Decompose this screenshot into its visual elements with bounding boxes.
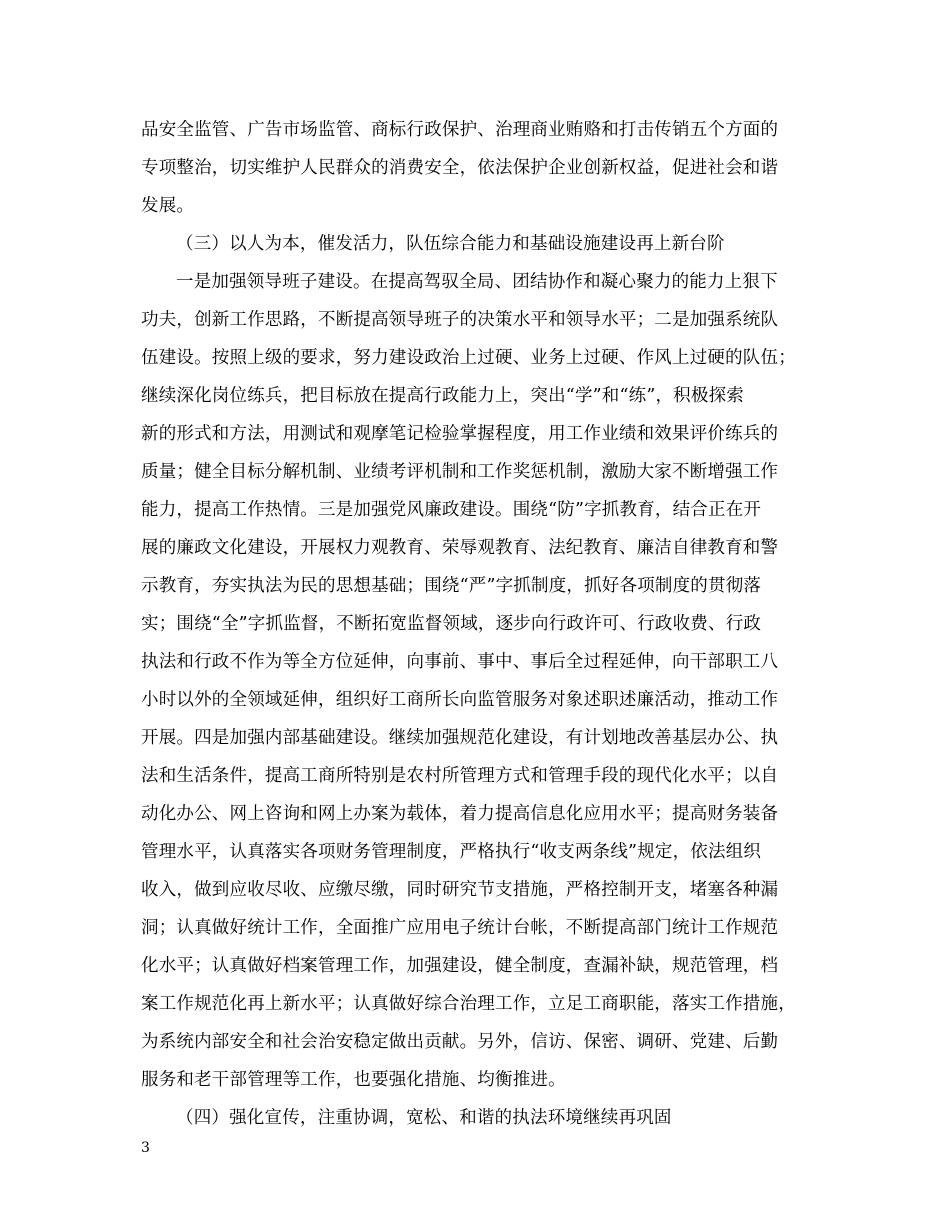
body-text-line: 伍建设。按照上级的要求，努力建设政治上过硬、业务上过硬、作风上过硬的队伍； (141, 348, 796, 368)
body-text-line: 收入，做到应收尽收、应缴尽缴，同时研究节支措施，严格控制开支，堵塞各种漏 (141, 880, 779, 900)
body-text-line: 小时以外的全领域延伸，组织好工商所长向监管服务对象述职述廉活动，推动工作 (141, 690, 779, 710)
body-text-line: 开展。四是加强内部基础建设。继续加强规范化建设，有计划地改善基层办公、执 (141, 728, 779, 748)
body-text-line: 质量；健全目标分解机制、业绩考评机制和工作奖惩机制，激励大家不断增强工作 (141, 462, 779, 482)
body-text-line: 品安全监管、广告市场监管、商标行政保护、治理商业贿赂和打击传销五个方面的 (141, 120, 779, 140)
body-text-line: 实；围绕“全”字抓监督，不断拓宽监督领域，逐步向行政许可、行政收费、行政 (141, 614, 762, 634)
body-text-line: 展的廉政文化建设，开展权力观教育、荣辱观教育、法纪教育、廉洁自律教育和警 (141, 538, 779, 558)
body-text-line: 一是加强领导班子建设。在提高驾驭全局、团结协作和凝心聚力的能力上狠下 (176, 272, 778, 292)
body-text-line: 为系统内部安全和社会治安稳定做出贡献。另外，信访、保密、调研、党建、后勤 (141, 1032, 779, 1052)
body-text-line: 执法和行政不作为等全方位延伸，向事前、事中、事后全过程延伸，向干部职工八 (141, 652, 779, 672)
section-heading-4: （四）强化宣传，注重协调，宽松、和谐的执法环境继续再巩固 (176, 1108, 672, 1128)
page-number: 3 (141, 1140, 150, 1156)
body-text-line: 洞；认真做好统计工作，全面推广应用电子统计台帐，不断提高部门统计工作规范 (141, 918, 779, 938)
body-text-line: 新的形式和方法，用测试和观摩笔记检验掌握程度，用工作业绩和效果评价练兵的 (141, 424, 779, 444)
body-text-line: 管理水平，认真落实各项财务管理制度，严格执行“收支两条线”规定，依法组织 (141, 842, 762, 862)
body-text-line: 示教育，夯实执法为民的思想基础；围绕“严”字抓制度，抓好各项制度的贯彻落 (141, 576, 762, 596)
body-text-line: 法和生活条件，提高工商所特别是农村所管理方式和管理手段的现代化水平；以自 (141, 766, 779, 786)
body-text-line: 能力，提高工作热情。三是加强党风廉政建设。围绕“防”字抓教育，结合正在开 (141, 500, 762, 520)
body-text-line: 动化办公、网上咨询和网上办案为载体，着力提高信息化应用水平；提高财务装备 (141, 804, 779, 824)
body-text-line: 功夫，创新工作思路，不断提高领导班子的决策水平和领导水平；二是加强系统队 (141, 310, 779, 330)
section-heading-3: （三）以人为本，催发活力，队伍综合能力和基础设施建设再上新台阶 (176, 234, 725, 254)
body-text-line: 服务和老干部管理等工作，也要强化措施、均衡推进。 (141, 1070, 566, 1090)
body-text-line: 案工作规范化再上新水平；认真做好综合治理工作，立足工商职能，落实工作措施， (141, 994, 796, 1014)
body-text-line: 专项整治，切实维护人民群众的消费安全，依法保护企业创新权益，促进社会和谐 (141, 158, 779, 178)
body-text-line: 化水平；认真做好档案管理工作，加强建设，健全制度，查漏补缺，规范管理，档 (141, 956, 779, 976)
body-text-line: 发展。 (141, 196, 195, 216)
body-text-line: 继续深化岗位练兵，把目标放在提高行政能力上，突出“学”和“练”，积极探索 (141, 386, 744, 406)
